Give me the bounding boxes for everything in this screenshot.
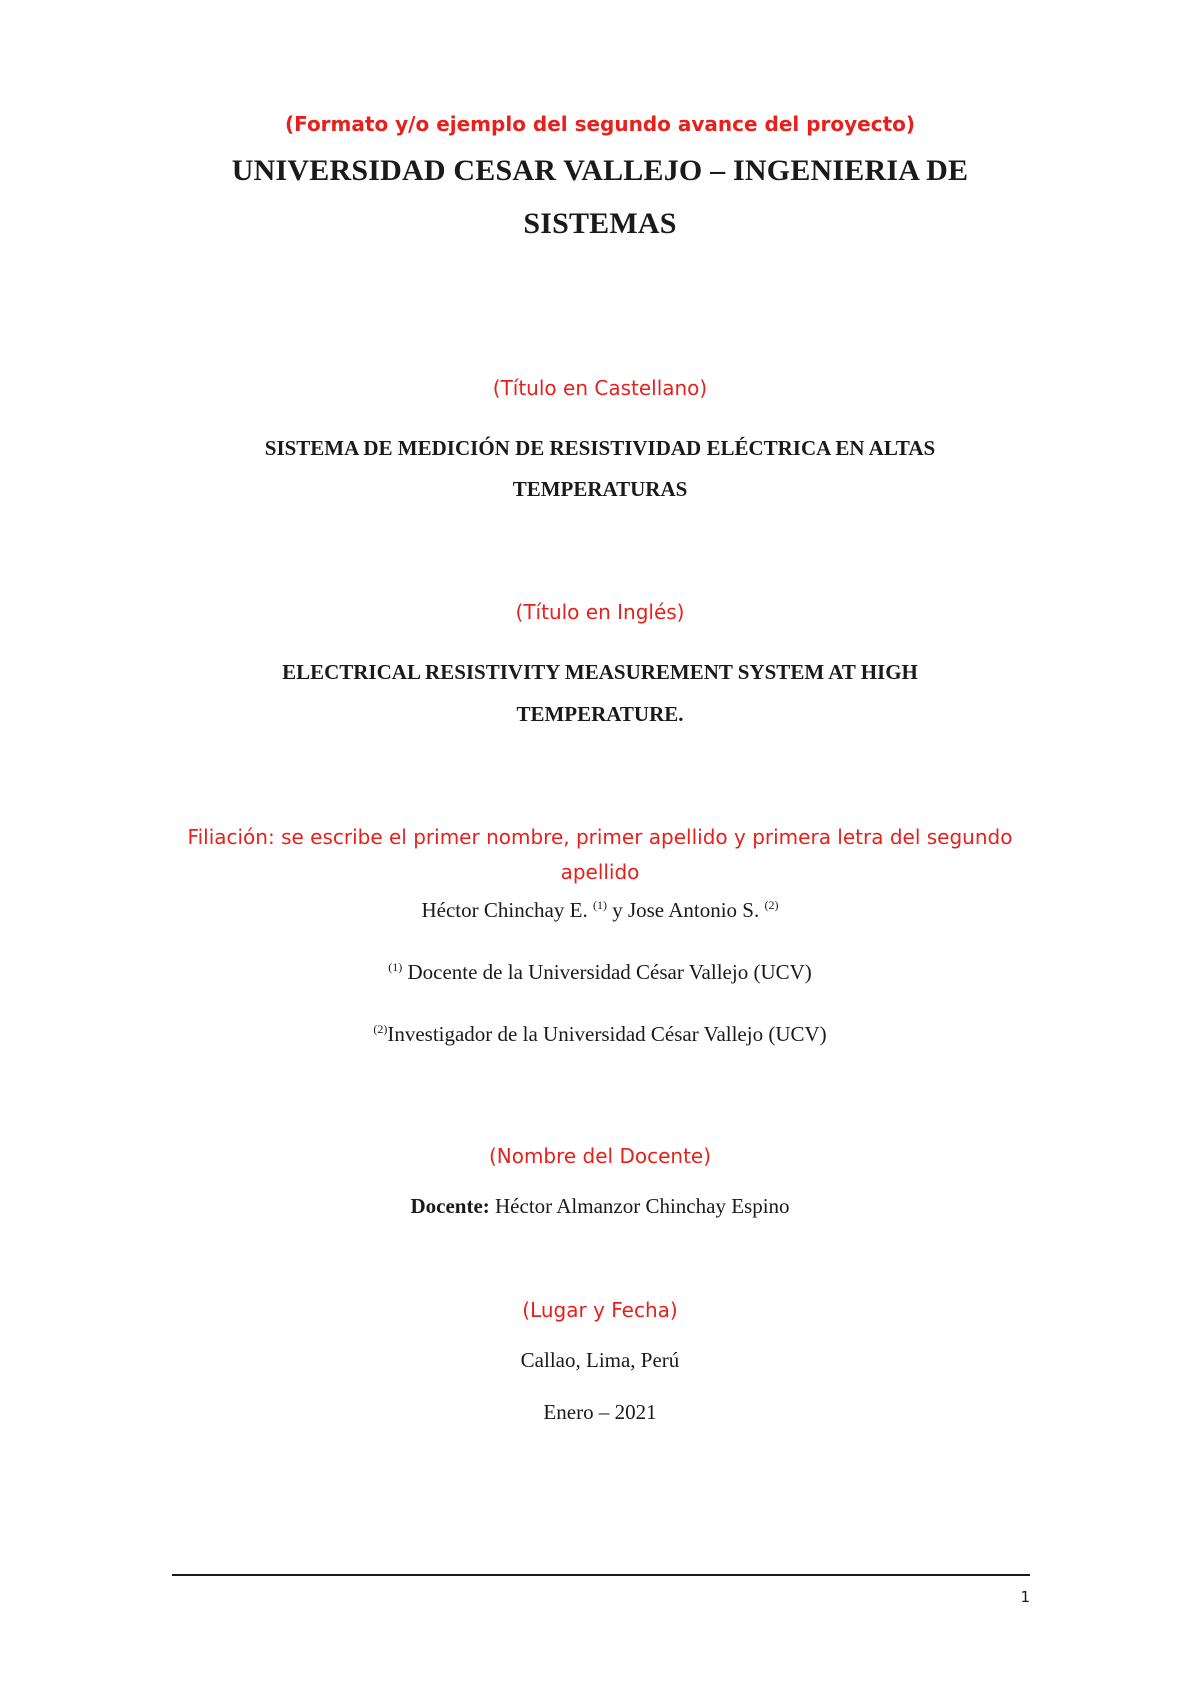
spanish-title-label: (Título en Castellano) <box>492 376 708 400</box>
author-2-superscript: (2) <box>764 898 779 912</box>
university-title-line1: UNIVERSIDAD CESAR VALLEJO – INGENIERIA DE <box>231 154 969 187</box>
university-title-line2: SISTEMAS <box>523 207 677 240</box>
english-title-label: (Título en Inglés) <box>515 600 685 624</box>
teacher-name: Héctor Almanzor Chinchay Espino <box>495 1194 790 1218</box>
affiliation-2-text: Investigador de la Universidad César Vallejo (UCV) <box>387 1022 827 1046</box>
affiliation-note-line2: apellido <box>560 860 640 884</box>
affiliation-1 <box>0 960 1200 985</box>
place-date-label: (Lugar y Fecha) <box>522 1298 678 1322</box>
spanish-title-line2: TEMPERATURAS <box>512 477 688 501</box>
teacher-prefix: Docente: <box>410 1194 490 1218</box>
teacher-label: (Nombre del Docente) <box>488 1144 712 1168</box>
author-2: y Jose Antonio S. <box>612 898 760 922</box>
page-number: 1 <box>1020 1588 1030 1606</box>
teacher-line <box>0 1194 1200 1219</box>
english-title-line2: TEMPERATURE. <box>516 702 684 726</box>
english-title-line1: ELECTRICAL RESISTIVITY MEASUREMENT SYSTEM AT HIGH <box>282 660 918 684</box>
affiliation-1-text: Docente de la Universidad César Vallejo (UCV) <box>407 960 812 984</box>
affiliation-2 <box>0 1022 1200 1047</box>
format-note: (Formato y/o ejemplo del segundo avance del proyecto) <box>284 112 916 136</box>
date-text: Enero – 2021 <box>543 1400 657 1424</box>
affiliation-1-superscript: (1) <box>388 960 403 974</box>
author-1-superscript: (1) <box>592 898 607 912</box>
spanish-title-line1: SISTEMA DE MEDICIÓN DE RESISTIVIDAD ELÉCTRICA EN ALTAS <box>264 436 936 460</box>
footer-divider <box>172 1574 1030 1576</box>
affiliation-2-superscript: (2) <box>373 1022 388 1036</box>
affiliation-note-line1: Filiación: se escribe el primer nombre, primer apellido y primera letra del segundo <box>187 825 1013 849</box>
place-text: Callao, Lima, Perú <box>520 1348 680 1372</box>
authors-line <box>0 898 1200 923</box>
author-1: Héctor Chinchay E. <box>421 898 588 922</box>
